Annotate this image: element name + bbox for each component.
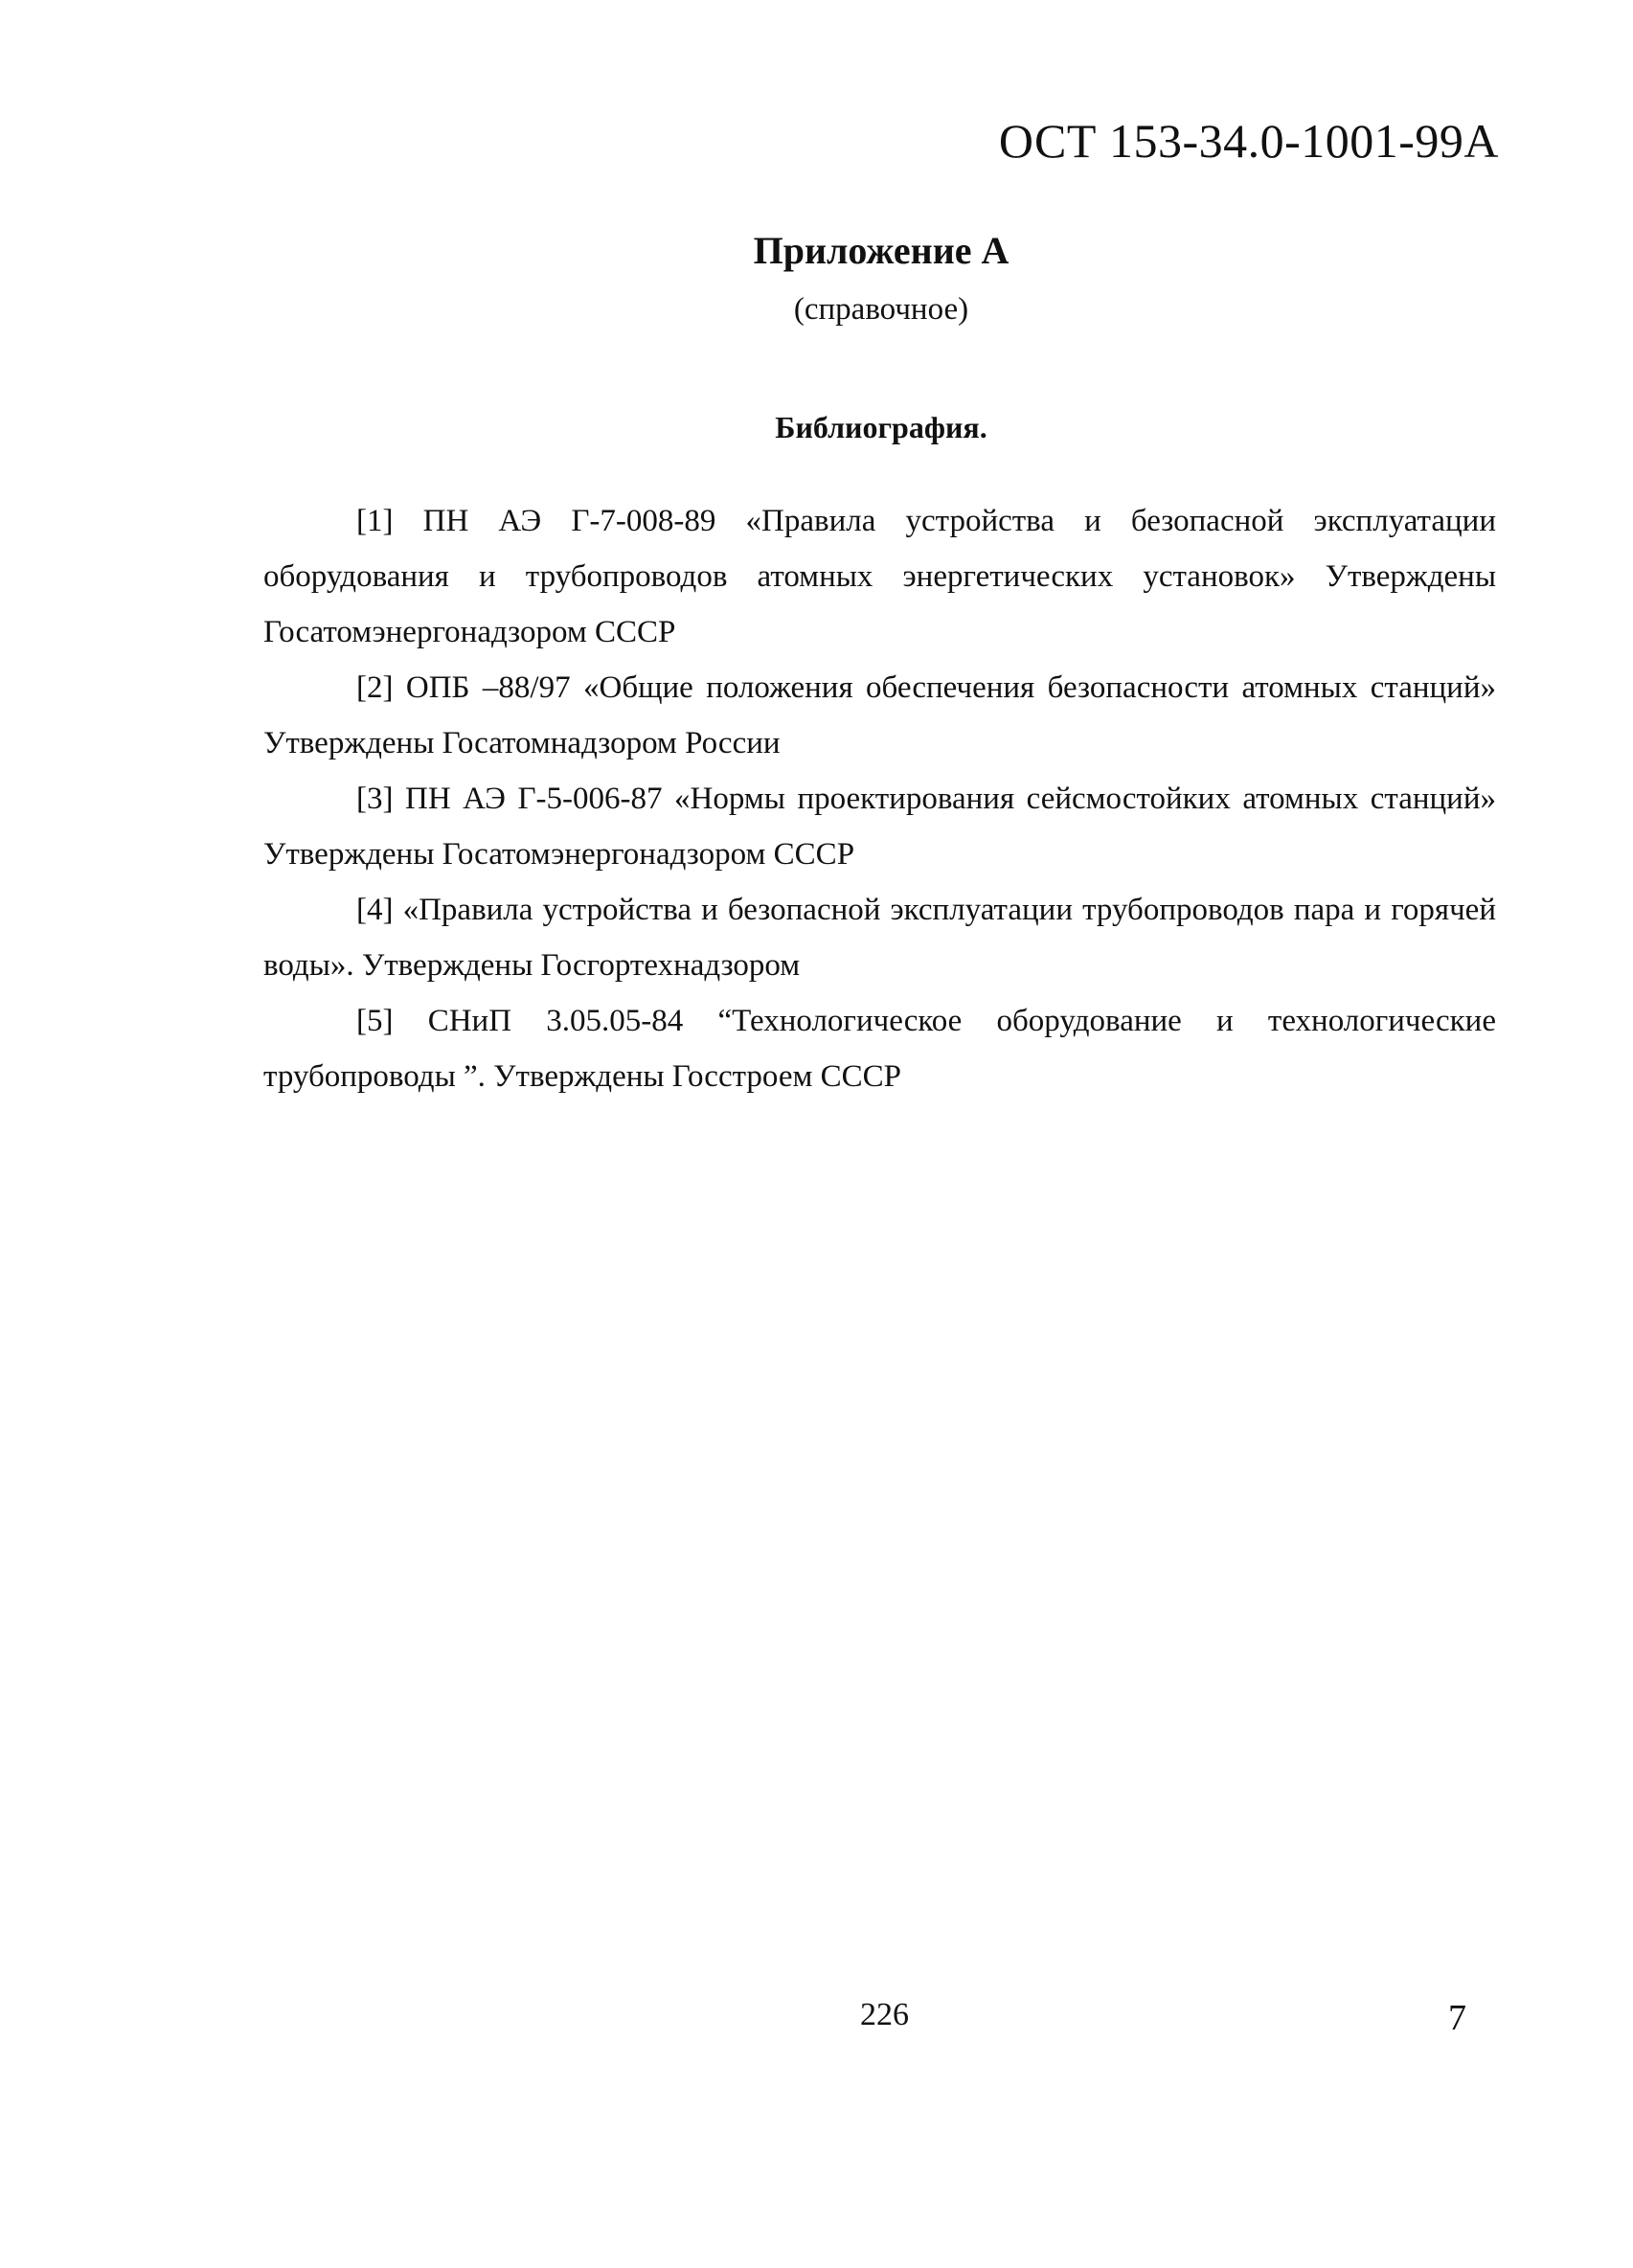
bibliography-item-5: [5] СНиП 3.05.05-84 “Технологическое оборудование и технологические трубопроводы ”. Утверждены Госстроем СССР bbox=[263, 1004, 1496, 1094]
bibliography-item-3: [3] ПН АЭ Г-5-006-87 «Нормы проектирования сейсмостойких атомных станций» Утверждены Госатомэнергонадзором СССР bbox=[263, 782, 1496, 872]
document-code: ОСТ 153-34.0-1001-99А bbox=[998, 114, 1499, 168]
appendix-subtitle: (справочное) bbox=[793, 292, 969, 327]
bibliography-item-1: [1] ПН АЭ Г-7-008-89 «Правила устройства и безопасной эксплуатации оборудования и трубопроводов атомных энергетических установок» Утверждены Госатомэнергонадзором СССР bbox=[263, 504, 1496, 649]
page-number: 226 bbox=[860, 1997, 909, 2032]
bibliography-title: Библиография. bbox=[775, 410, 987, 444]
sheet-number: 7 bbox=[1448, 1998, 1466, 2038]
bibliography-item-2: [2] ОПБ –88/97 «Общие положения обеспечения безопасности атомных станций» Утверждены Госатомнадзором России bbox=[263, 670, 1496, 760]
bibliography-list bbox=[263, 493, 1496, 1104]
appendix-title: Приложение А bbox=[753, 229, 1009, 272]
bibliography-item-4: [4] «Правила устройства и безопасной эксплуатации трубопроводов пара и горячей воды». Утверждены Госгортехнадзором bbox=[263, 893, 1496, 983]
